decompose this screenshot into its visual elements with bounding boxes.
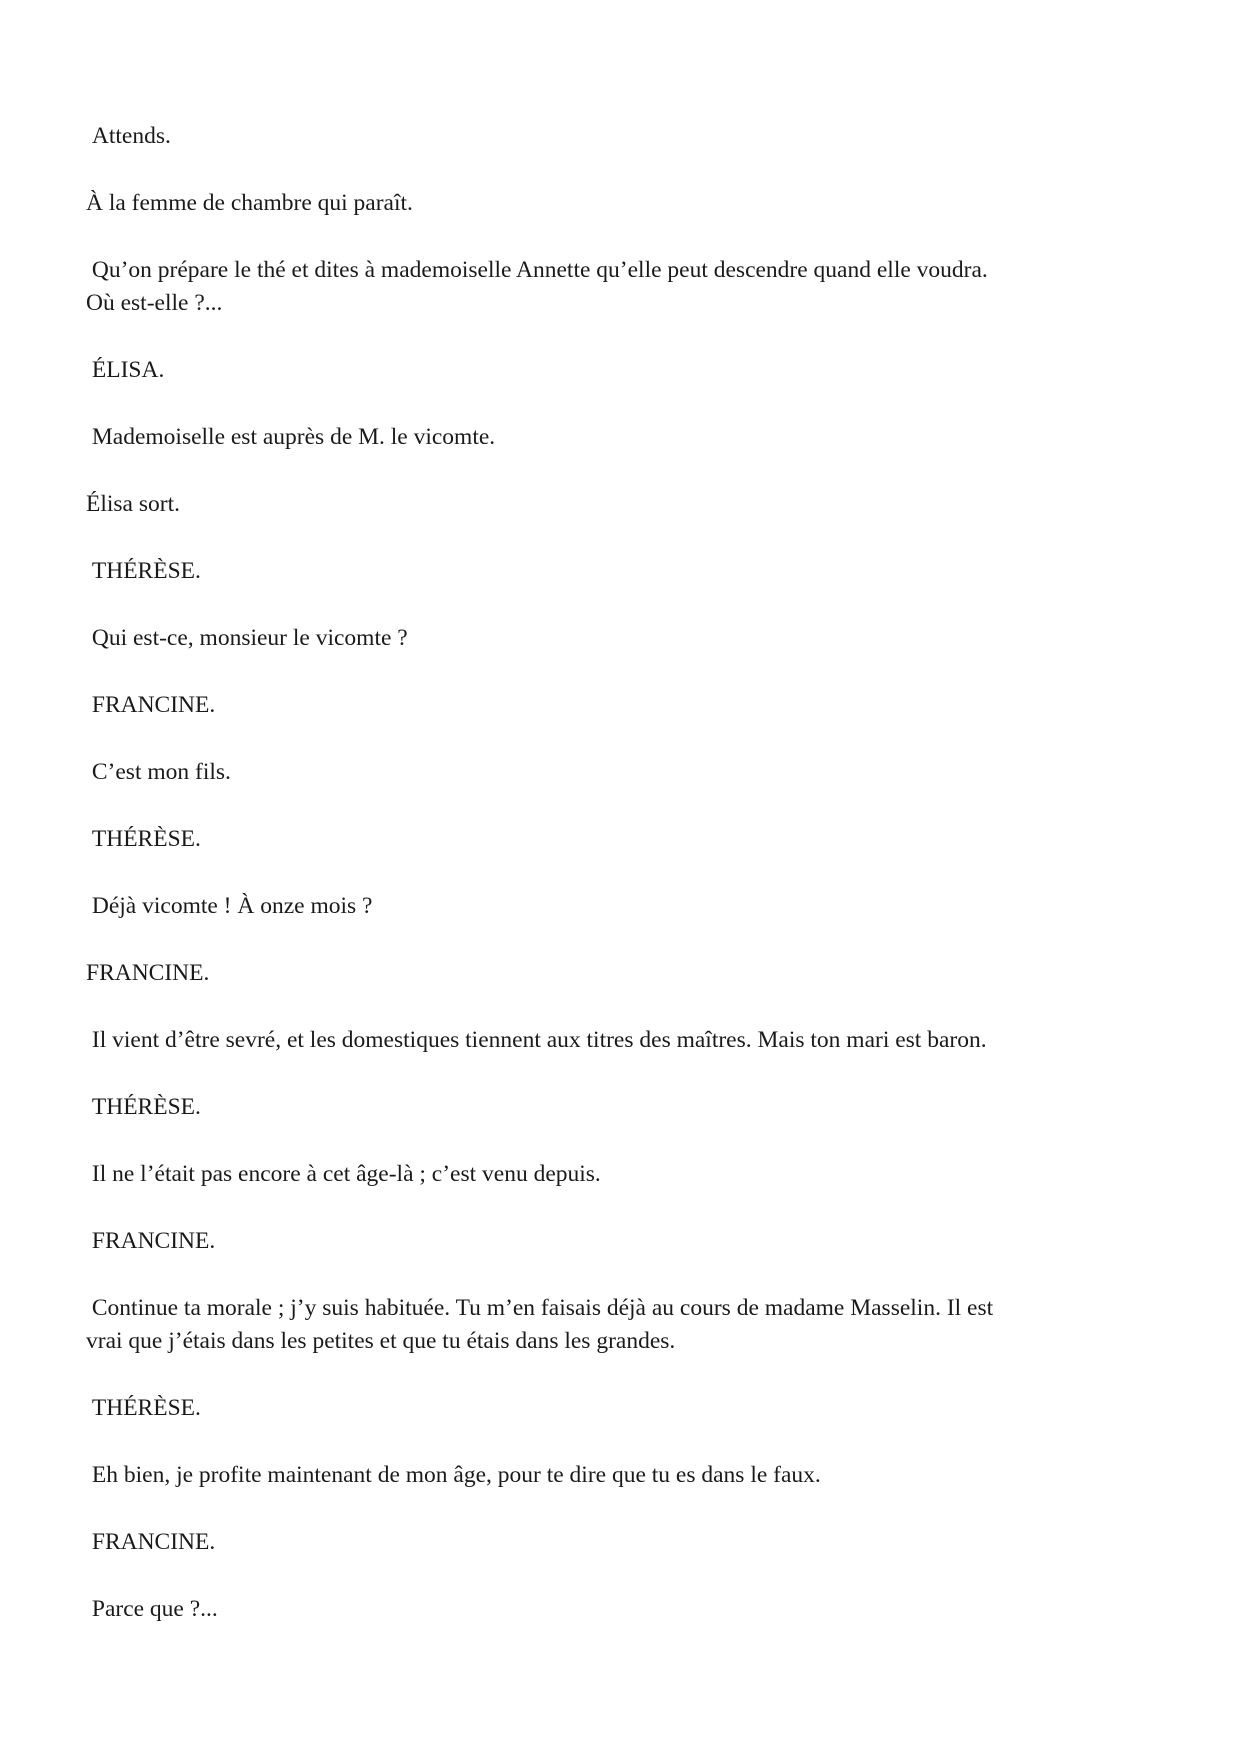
dialogue-line: C’est mon fils. (86, 759, 231, 785)
dialogue-line: Il vient d’être sevré, et les domestiques tiennent aux titres des maîtres. Mais ton mari est baron. (86, 1027, 987, 1053)
speaker-name: FRANCINE. (86, 1529, 216, 1555)
dialogue-line: Parce que ?... (86, 1596, 218, 1622)
dialogue-line: Qui est-ce, monsieur le vicomte ? (86, 625, 408, 651)
speaker-name: THÉRÈSE. (86, 1094, 201, 1120)
speaker-name: FRANCINE. (86, 692, 216, 718)
stage-direction: À la femme de chambre qui paraît. (86, 190, 413, 216)
speaker-name: FRANCINE. (86, 1228, 216, 1254)
dialogue-line: Il ne l’était pas encore à cet âge-là ; c’est venu depuis. (86, 1161, 601, 1187)
speaker-name: THÉRÈSE. (86, 1395, 201, 1421)
dialogue-line: Continue ta morale ; j’y suis habituée. Tu m’en faisais déjà au cours de madame Masselin. Il est vrai que j’étais dans les petites et que tu étais dans les grandes. (86, 1295, 994, 1354)
speaker-name: FRANCINE. (86, 960, 210, 986)
speaker-name: THÉRÈSE. (86, 826, 201, 852)
dialogue-line: Qu’on prépare le thé et dites à mademoiselle Annette qu’elle peut descendre quand elle voudra. Où est-elle ?... (86, 257, 988, 316)
stage-line: Attends. (86, 123, 171, 149)
speaker-name: ÉLISA. (86, 357, 165, 383)
dialogue-line: Mademoiselle est auprès de M. le vicomte. (86, 424, 496, 450)
dialogue-line: Eh bien, je profite maintenant de mon âge, pour te dire que tu es dans le faux. (86, 1462, 821, 1488)
stage-direction: Élisa sort. (86, 491, 180, 517)
speaker-name: THÉRÈSE. (86, 558, 201, 584)
dialogue-line: Déjà vicomte ! À onze mois ? (86, 893, 373, 919)
